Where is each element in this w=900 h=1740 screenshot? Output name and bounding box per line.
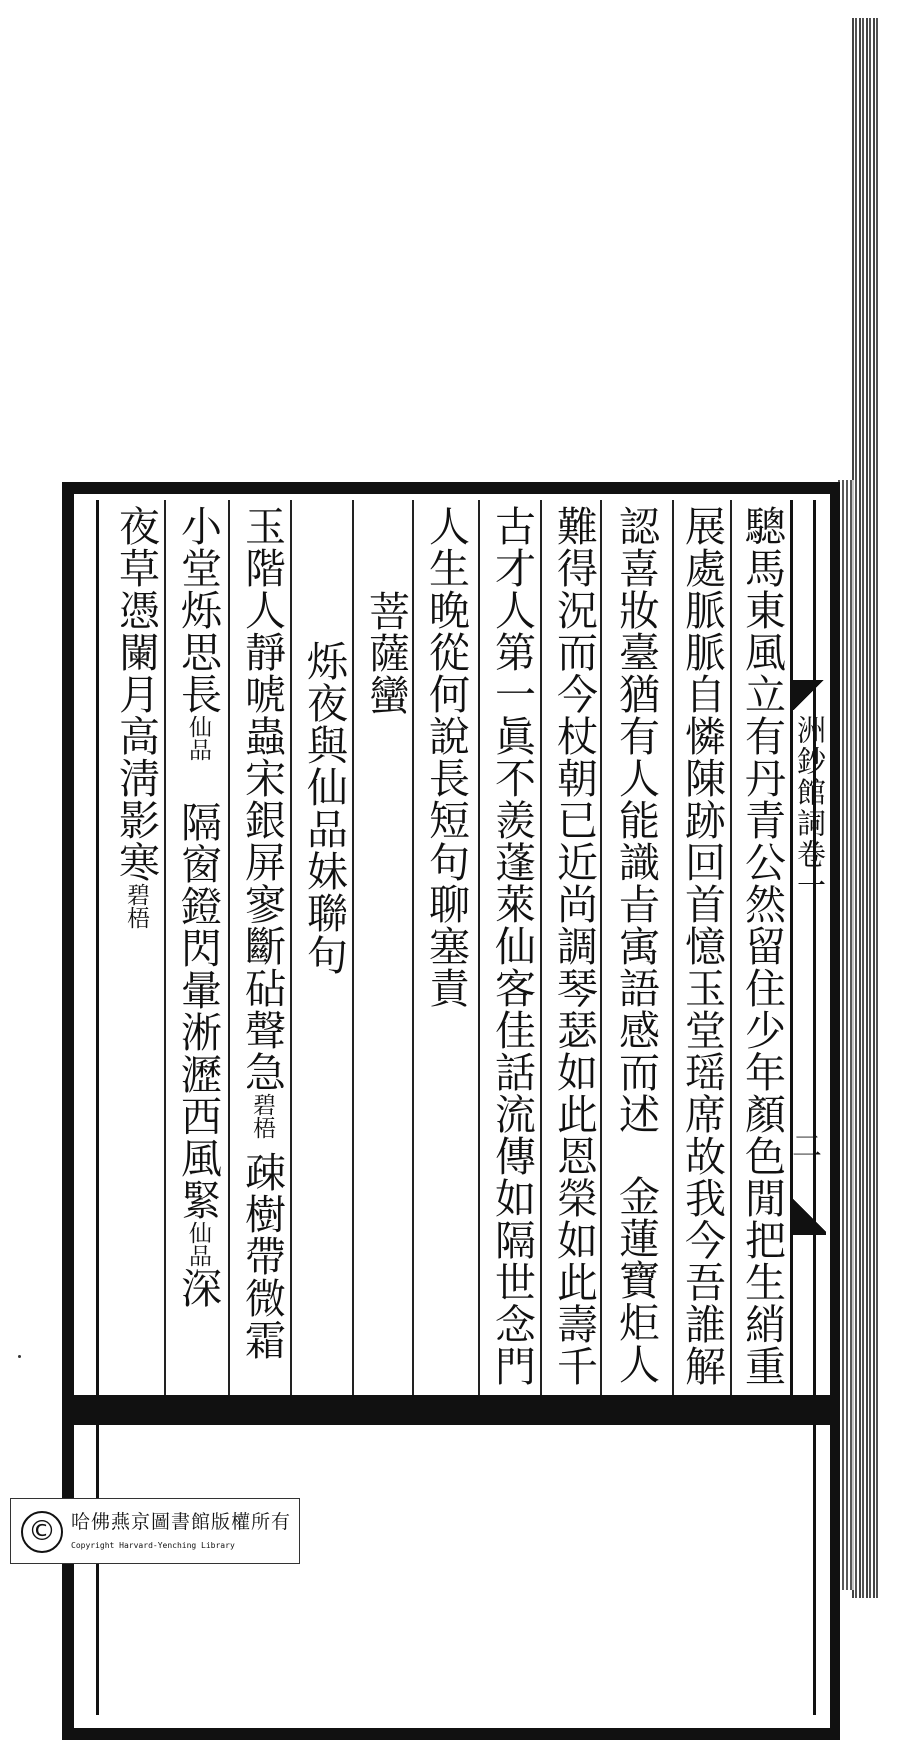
column-text: 夜草憑闌月高淸影寒 (112, 505, 160, 883)
author-note: 碧梧 (123, 883, 149, 929)
column-text: 古才人第一眞不羨蓬萊仙客佳話流傳如隔世念門 (488, 505, 536, 1387)
column-rule (352, 500, 354, 1395)
copyright-icon: © (21, 1511, 63, 1553)
column-text: 認喜妝臺猶有人能識㫖㝢語感而述 (612, 505, 660, 1135)
text-column-4 (548, 505, 600, 1387)
text-column-5 (486, 505, 538, 1387)
column-text: 玉階人靜唬蟲宋銀屏寥斷砧聲急 (238, 505, 286, 1093)
text-column-11 (110, 505, 162, 929)
page-bottom-border (62, 1395, 840, 1425)
column-rule (600, 500, 602, 1395)
column-text: 驄馬東風立有丹青公然留住少年顏色閒把生綃重 (738, 505, 786, 1387)
banxin-column (786, 500, 830, 1395)
column-tail: 深 (174, 1267, 222, 1309)
column-tail: 金蓮寶炬人 (612, 1175, 660, 1385)
copyright-stamp (10, 1498, 300, 1564)
column-tail: 疎樹帶微霜 (238, 1151, 286, 1361)
banxin-title: 洲鈔館詞卷一 (793, 715, 827, 901)
column-rule (228, 500, 230, 1395)
column-rule (730, 500, 732, 1395)
column-rule (478, 500, 480, 1395)
column-rule (412, 500, 414, 1395)
fish-tail-mark-top (792, 680, 826, 710)
scan-speck (18, 1355, 21, 1358)
author-note: 仙品 (185, 715, 211, 761)
subtitle-column (298, 640, 350, 976)
banxin-page-number: 二 (786, 1130, 821, 1160)
text-column-9 (236, 505, 288, 1361)
column-mid: 隔窗鐙閃暈淅瀝西風緊 (174, 801, 222, 1221)
fish-tail-mark-bottom (792, 1195, 826, 1235)
section-title (360, 590, 412, 716)
column-text: 難得況而今杖朝已近尚調琴瑟如此恩榮如此壽千 (550, 505, 598, 1387)
column-rule (290, 500, 292, 1395)
text-column-1 (736, 505, 788, 1387)
text-column-2 (676, 505, 728, 1387)
column-rule (164, 500, 166, 1395)
text-column-3 (610, 505, 662, 1385)
text-column-6 (420, 505, 472, 1009)
poem-subtitle: 烁夜與仙品妹聯句 (300, 640, 348, 976)
column-text: 人生晚從何說長短句聊塞責 (422, 505, 470, 1009)
author-note: 仙品 (185, 1221, 211, 1267)
binding-shadow (838, 480, 854, 1590)
copyright-chinese: 哈佛燕京圖書館版權所有 (71, 1511, 292, 1533)
binding-edge (852, 18, 880, 1598)
text-column-10 (172, 505, 224, 1309)
author-note: 碧梧 (249, 1093, 275, 1139)
column-text: 小堂烁思長 (174, 505, 222, 715)
column-rule (540, 500, 542, 1395)
column-text: 展處脈脈自憐陳跡回首憶玉堂瑶席故我今吾誰解 (678, 505, 726, 1387)
copyright-english: Copyright Harvard-Yenching Library (71, 1541, 235, 1550)
poem-title: 菩薩蠻 (362, 590, 410, 716)
column-rule (672, 500, 674, 1395)
